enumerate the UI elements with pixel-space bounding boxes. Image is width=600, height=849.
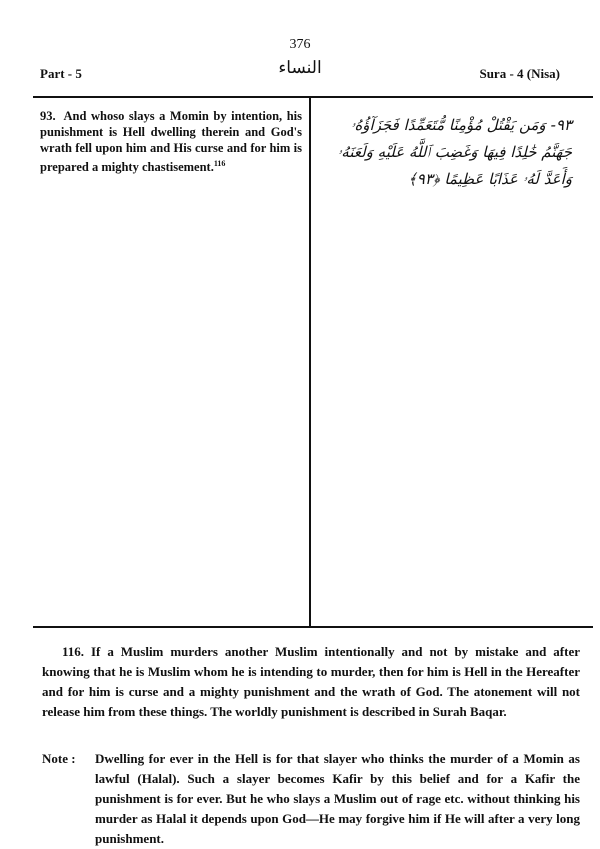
verse-number: 93. <box>40 109 56 123</box>
note-text: Dwelling for ever in the Hell is for that slayer who thinks the murder of a Momin as lawful (Halal). Such a slayer becomes Kafir by this belief and for a Kafir the punishment is for ever. But he who slays a Muslim out of rage etc. without thinking his murder as Halal it depends upon God—He may forgive him if He will after a very long punishment. <box>95 751 580 846</box>
header-rule <box>33 96 593 98</box>
footnote-text: If a Muslim murders another Muslim intentionally and not by mistake and after knowing that he is Muslim whom he is intending to murder, then for him is Hell in the Hereafter and for him is curse and a mighty punishment and the wrath of God. The atonement will not release him from these things. The worldly punishment is described in Surah Baqar. <box>42 644 581 719</box>
footnote-rule <box>33 626 593 628</box>
arabic-sura-title: النساء <box>278 58 322 77</box>
part-label: Part - 5 <box>40 66 82 81</box>
verse-english-text: And whoso slays a Momin by intention, his punishment is Hell dwelling therein and God's wrath fell upon him and His curse and for him is prepared a mighty chastisement. <box>40 109 303 175</box>
footnote-116 <box>42 642 580 722</box>
note-block <box>42 749 580 849</box>
column-divider <box>309 96 311 627</box>
page-number: 376 <box>289 37 311 52</box>
footnote-reference: 116 <box>213 159 226 168</box>
verse-arabic: ٩٣- وَمَن يَقْتُلْ مُؤْمِنًا مُّتَعَمِّدًا فَجَزَآؤُهُۥ جَهَنَّمُ خَٰلِدًا فِيهَا وَغَضِبَ ٱللَّهُ عَلَيْهِ وَلَعَنَهُۥ وَأَعَدَّ لَهُۥ عَذَابًا عَظِيمًا ﴿٩٣﴾ <box>337 116 572 188</box>
footnote-number: 116. <box>62 644 85 659</box>
sura-label: Sura - 4 (Nisa) <box>479 66 560 81</box>
verse-english <box>40 108 302 175</box>
note-label: Note : <box>42 751 76 766</box>
